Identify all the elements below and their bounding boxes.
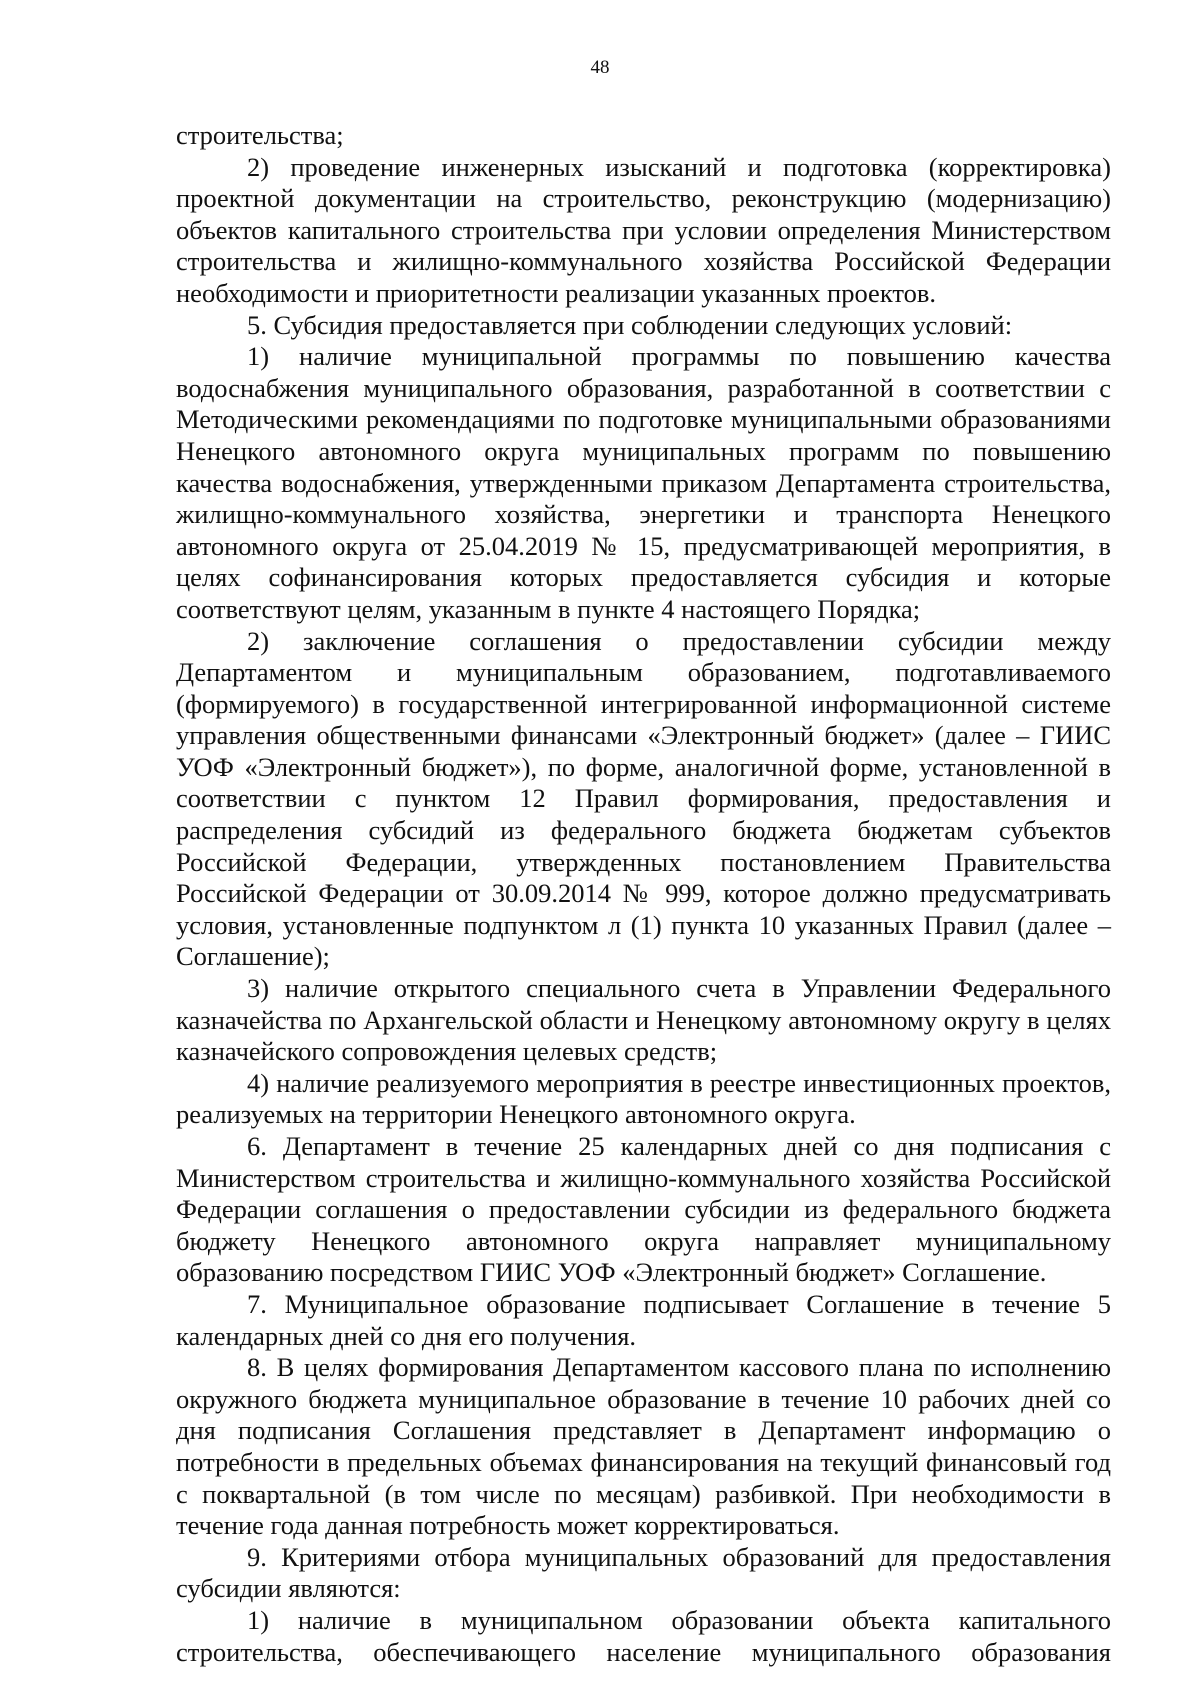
- paragraph-item-2-design-works: 2) проведение инженерных изысканий и подготовка (корректировка) проектной документации на строительство, реконструкцию (модернизацию) объектов капитального строительства при условии определения Министерством строительства и жилищно-коммунального хозяйства Российской Федерации необходимости и приоритетности реализации указанных проектов.: [176, 151, 1111, 308]
- paragraph-condition-4: 4) наличие реализуемого мероприятия в реестре инвестиционных проектов, реализуемых на территории Ненецкого автономного округа.: [176, 1067, 1111, 1130]
- paragraph-condition-3: 3) наличие открытого специального счета в Управлении Федерального казначейства по Архангельской области и Ненецкому автономному округу в целях казначейского сопровождения целевых средств;: [176, 973, 1111, 1067]
- paragraph-condition-1: 1) наличие муниципальной программы по повышению качества водоснабжения муниципального образования, разработанной в соответствии с Методическими рекомендациями по подготовке муниципальными образованиями Ненецкого автономного округа муниципальных программ по повышению качества водоснабжения, утвержденными приказом Департамента строительства, жилищно-коммунального хозяйства, энергетики и транспорта Ненецкого автономного округа от 25.04.2019 № 15, предусматривающей мероприятия, в целях софинансирования которых предоставляется субсидия и которые соответствуют целям, указанным в пункте 4 настоящего Порядка;: [176, 341, 1111, 624]
- paragraph-criterion-1: 1) наличие в муниципальном образовании объекта капитального строительства, обеспечивающего население муниципального образования: [176, 1604, 1111, 1667]
- page-number: 48: [590, 57, 610, 78]
- paragraph-condition-2: 2) заключение соглашения о предоставлении субсидии между Департаментом и муниципальным образованием, подготавливаемого (формируемого) в государственной интегрированной информационной системе управления общественными финансами «Электронный бюджет» (далее – ГИИС УОФ «Электронный бюджет»), по форме, аналогичной форме, установленной в соответствии с пунктом 12 Правил формирования, предоставления и распределения субсидий из федерального бюджета бюджетам субъектов Российской Федерации, утвержденных постановлением Правительства Российской Федерации от 30.09.2014 № 999, которое должно предусматривать условия, установленные подпунктом л (1) пункта 10 указанных Правил (далее – Соглашение);: [176, 625, 1111, 972]
- document-body: [176, 120, 1111, 1668]
- paragraph-section-7: 7. Муниципальное образование подписывает Соглашение в течение 5 календарных дней со дня его получения.: [176, 1288, 1111, 1351]
- paragraph-section-6: 6. Департамент в течение 25 календарных дней со дня подписания с Министерством строительства и жилищно-коммунального хозяйства Российской Федерации соглашения о предоставлении субсидии из федерального бюджета бюджету Ненецкого автономного округа направляет муниципальному образованию посредством ГИИС УОФ «Электронный бюджет» Соглашение.: [176, 1131, 1111, 1288]
- paragraph-section-5: 5. Субсидия предоставляется при соблюдении следующих условий:: [247, 309, 1013, 340]
- paragraph-section-9: 9. Критериями отбора муниципальных образований для предоставления субсидии являются:: [176, 1541, 1111, 1604]
- paragraph-section-8: 8. В целях формирования Департаментом кассового плана по исполнению окружного бюджета муниципальное образование в течение 10 рабочих дней со дня подписания Соглашения представляет в Департамент информацию о потребности в предельных объемах финансирования на текущий финансовый год с поквартальной (в том числе по месяцам) разбивкой. При необходимости в течение года данная потребность может корректироваться.: [176, 1352, 1111, 1541]
- paragraph-continuation: строительства;: [176, 120, 344, 150]
